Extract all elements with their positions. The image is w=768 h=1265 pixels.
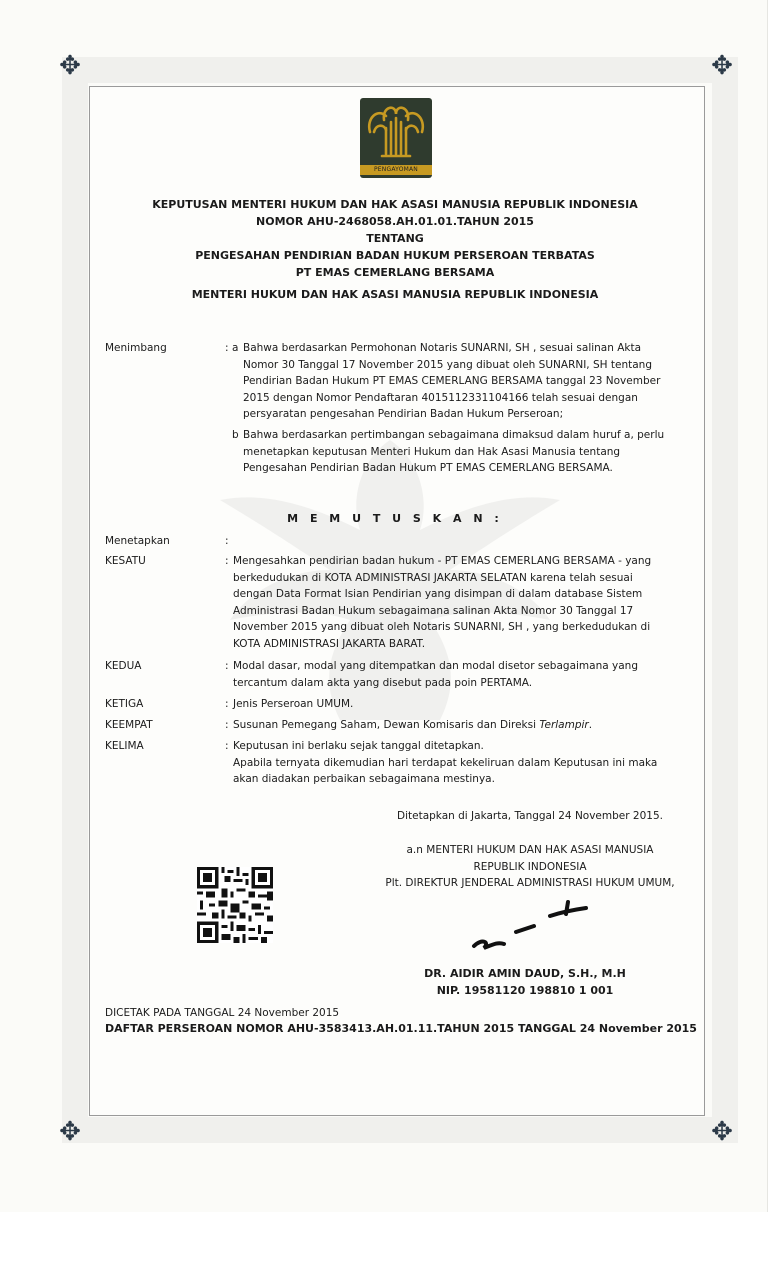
kelima-section <box>105 738 690 788</box>
kesatu-section <box>105 553 690 653</box>
issuer-title: MENTERI HUKUM DAN HAK ASASI MANUSIA REPUBLIK INDONESIA <box>191 288 599 301</box>
decree-number: NOMOR AHU-2468058.AH.01.01.TAHUN 2015 <box>256 215 534 228</box>
text-line: Administrasi Badan Hukum sebagaimana salinan Akta Nomor 30 Tanggal 17 <box>233 604 634 617</box>
office-line: REPUBLIK INDONESIA <box>473 860 587 873</box>
text-line: Pengesahan Pendirian Badan Hukum PT EMAS CEMERLANG BERSAMA. <box>243 462 613 475</box>
clause-a-text <box>243 340 690 423</box>
section-colon: : <box>225 342 229 354</box>
text-line: KOTA ADMINISTRASI JAKARTA BARAT. <box>233 637 426 650</box>
print-date: DICETAK PADA TANGGAL 24 November 2015 <box>105 1007 340 1019</box>
clause-b-text <box>243 427 690 477</box>
keempat-text <box>233 717 690 734</box>
text-line: persyaratan pengesahan Pendirian Badan Hukum Perseroan; <box>243 408 564 421</box>
title-line: PENGESAHAN PENDIRIAN BADAN HUKUM PERSEROAN TERBATAS <box>195 249 595 262</box>
office-line: Plt. DIREKTUR JENDERAL ADMINISTRASI HUKUM UMUM, <box>385 877 675 890</box>
text-line: berkedudukan di KOTA ADMINISTRASI JAKARTA SELATAN karena telah sesuai <box>233 571 633 584</box>
section-label: KEDUA <box>105 660 142 672</box>
memutuskan-heading: M E M U T U S K A N : <box>287 512 503 525</box>
text-line: Keputusan ini berlaku sejak tanggal ditetapkan. <box>233 740 484 752</box>
section-label: KETIGA <box>105 698 144 710</box>
title-line: TENTANG <box>366 232 424 245</box>
section-label: Menimbang <box>105 342 167 354</box>
menimbang-clause-b <box>105 427 690 482</box>
signatory-office <box>370 842 690 892</box>
signatory-nip: NIP. 19581120 198810 1 001 <box>436 983 614 997</box>
section-label: KELIMA <box>105 740 144 752</box>
pengayoman-logo <box>360 98 432 178</box>
section-colon: : <box>225 698 229 710</box>
text-line: Bahwa berdasarkan pertimbangan sebagaimana dimaksud dalam huruf a, perlu <box>243 429 665 441</box>
keempat-section <box>105 717 690 734</box>
italic-segment: Terlampir <box>539 719 589 731</box>
office-line: a.n MENTERI HUKUM DAN HAK ASASI MANUSIA <box>406 844 654 856</box>
text-line: Bahwa berdasarkan Permohonan Notaris SUNARNI, SH , sesuai salinan Akta <box>243 342 642 354</box>
corner-ornament-icon: ✥ <box>711 1117 733 1147</box>
text-segment: Susunan Pemegang Saham, Dewan Komisaris dan Direksi <box>233 719 540 731</box>
menetapkan-section <box>105 533 690 550</box>
text-line: tercantum dalam akta yang disebut pada poin PERTAMA. <box>233 676 533 689</box>
section-colon: : <box>225 740 229 752</box>
logo-caption: PENGAYOMAN <box>360 165 432 175</box>
section-colon: : <box>225 660 229 672</box>
text-line: dengan Data Format Isian Pendirian yang disimpan di dalam database Sistem <box>233 588 643 601</box>
section-colon: : <box>225 719 229 731</box>
corner-ornament-icon: ✥ <box>59 1117 81 1147</box>
text-line: menetapkan keputusan Menteri Hukum dan Hak Asasi Manusia tentang <box>243 445 621 458</box>
text-line: Mengesahkan pendirian badan hukum - PT EMAS CEMERLANG BERSAMA - yang <box>233 555 652 567</box>
kesatu-text <box>233 553 690 653</box>
section-label: KESATU <box>105 555 146 567</box>
section-label: KEEMPAT <box>105 719 153 731</box>
text-line: Apabila ternyata dikemudian hari terdapat kekeliruan dalam Keputusan ini maka <box>233 756 658 769</box>
corner-ornament-icon: ✥ <box>59 51 81 81</box>
registry-number: DAFTAR PERSEROAN NOMOR AHU-3583413.AH.01.11.TAHUN 2015 TANGGAL 24 November 2015 <box>105 1022 697 1035</box>
decree-title <box>95 196 695 281</box>
section-label: Menetapkan <box>105 535 170 547</box>
section-colon: : <box>225 555 229 567</box>
pengayoman-tree-emblem-icon <box>360 98 432 164</box>
qr-code-icon <box>197 867 273 943</box>
kedua-text <box>233 658 690 691</box>
signatory-name: DR. AIDIR AMIN DAUD, S.H., M.H <box>424 967 626 980</box>
text-segment: . <box>588 719 593 731</box>
text-line: 2015 dengan Nomor Pendaftaran 4015112331104166 telah sesuai dengan <box>243 391 638 404</box>
signatory <box>410 966 640 999</box>
text-line: Pendirian Badan Hukum PT EMAS CEMERLANG BERSAMA tanggal 23 November <box>243 375 661 388</box>
clause-marker: b <box>232 429 239 441</box>
kedua-section <box>105 658 690 692</box>
title-line: KEPUTUSAN MENTERI HUKUM DAN HAK ASASI MANUSIA REPUBLIK INDONESIA <box>152 198 638 211</box>
ketiga-section <box>105 696 690 713</box>
menimbang-section <box>105 340 690 430</box>
clause-marker: a <box>232 342 239 354</box>
text-line: Modal dasar, modal yang ditempatkan dan modal disetor sebagaimana yang <box>233 660 638 672</box>
text-line: November 2015 yang dibuat oleh Notaris SUNARNI, SH , yang berkedudukan di <box>233 621 651 634</box>
text-line: akan diadakan perbaikan sebagaimana mestinya. <box>233 773 495 786</box>
section-colon: : <box>225 535 229 547</box>
corner-ornament-icon: ✥ <box>711 51 733 81</box>
handwritten-signature <box>468 898 598 958</box>
company-name: PT EMAS CEMERLANG BERSAMA <box>295 266 495 279</box>
page-margin <box>0 1212 768 1265</box>
ketiga-text: Jenis Perseroan UMUM. <box>233 698 354 710</box>
place-date: Ditetapkan di Jakarta, Tanggal 24 November 2015. <box>397 810 663 822</box>
kelima-text <box>233 738 690 788</box>
text-line: Nomor 30 Tanggal 17 November 2015 yang dibuat oleh SUNARNI, SH tentang <box>243 358 652 371</box>
